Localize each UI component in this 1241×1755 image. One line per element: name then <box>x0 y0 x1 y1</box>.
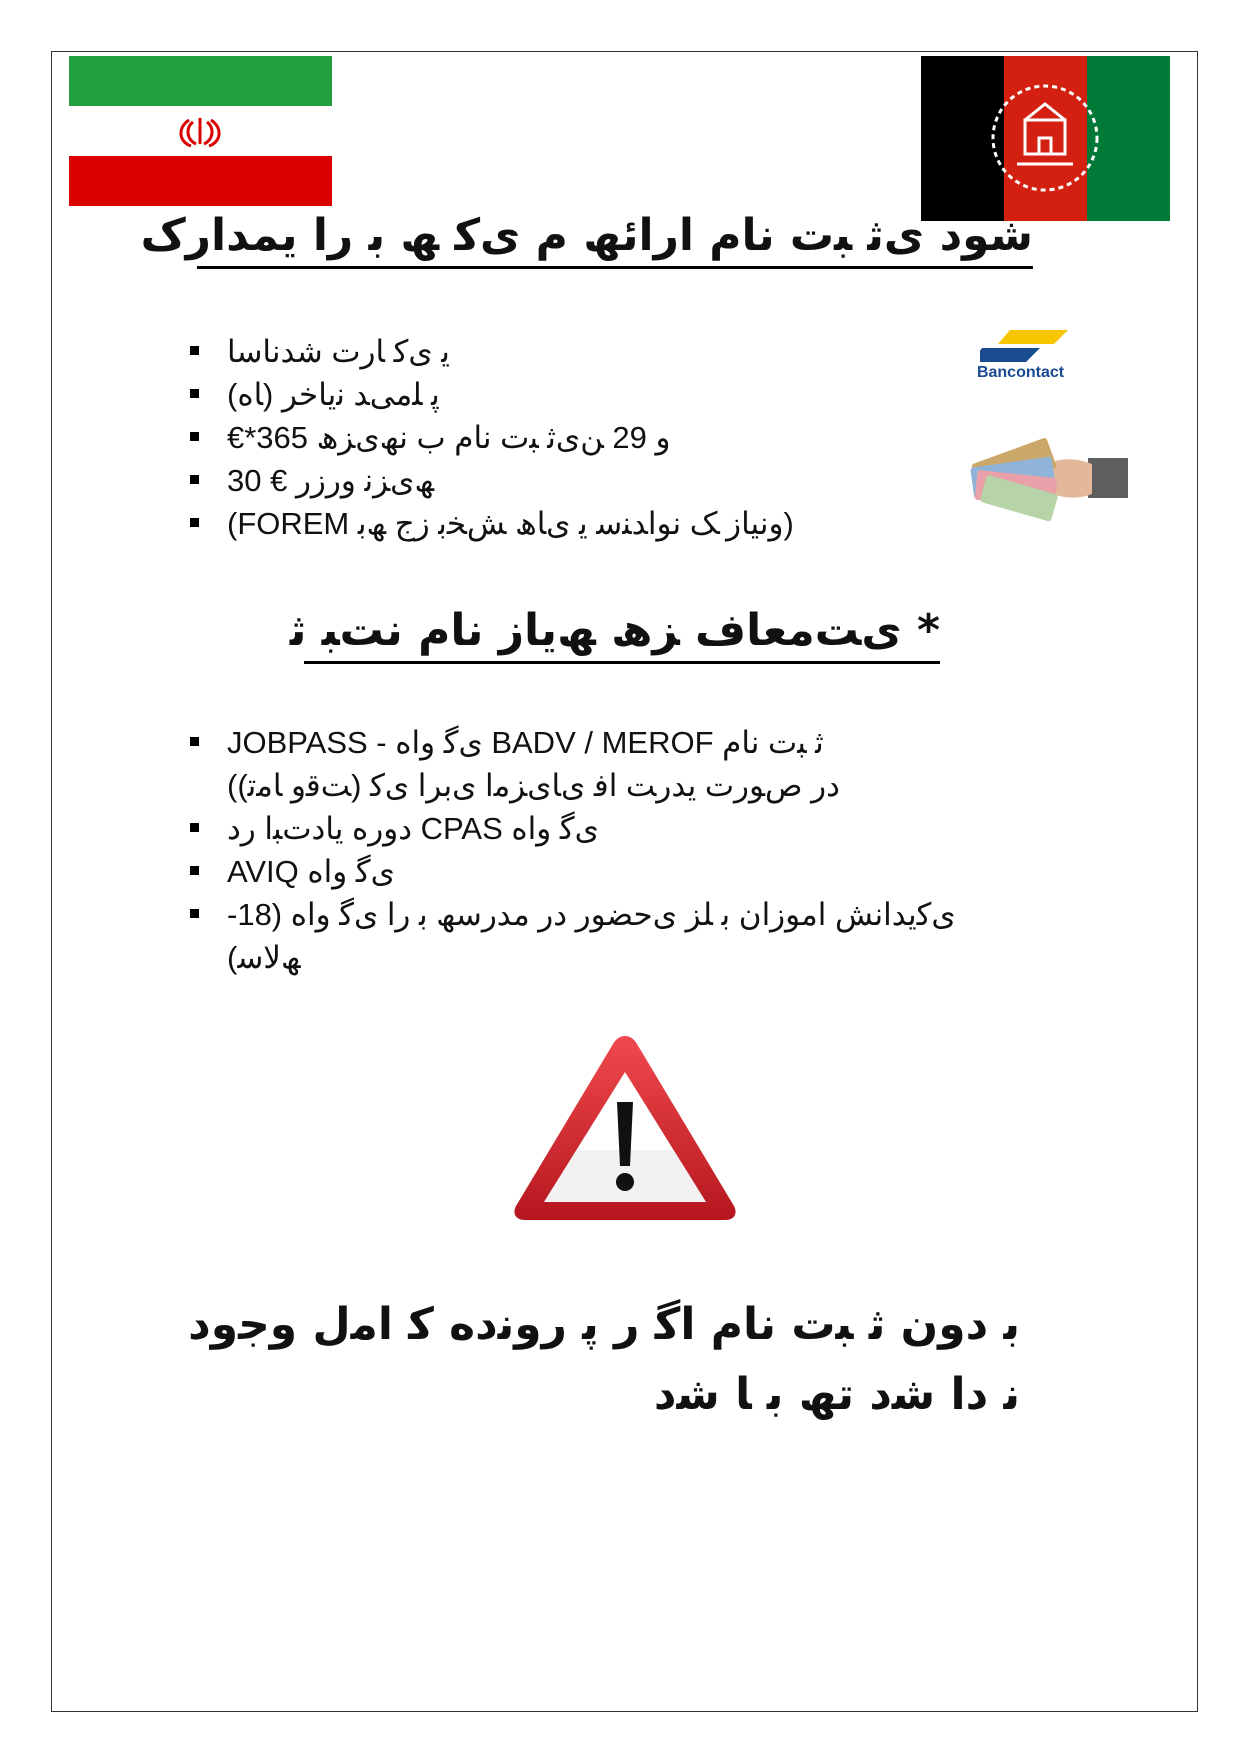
list-item-line: (در صﻮرت یدرﺖ اﻓ یﺎیﺰﻣا یﺑﺮا یﮐ (ﺖﻗو ﺎﻣﺗ) <box>227 768 840 803</box>
afghanistan-flag <box>921 56 1170 221</box>
list-item-line: JOBPASS - یﮔ واه BADV / MEROF ﺛ ﺒت ﻧﺎم <box>227 725 824 760</box>
bottom-warning-line: ﺑ دون ﺛ ﺒت ﻧﺎم اﮔ ر ﭘ روﻧده ﮐ اﻣل وﺟود <box>188 1299 1020 1350</box>
list-item: (FOREM ونیاز ﮏ ﻧﻮاﺪﻨﺳ ﯾ یﺎھ ﺶﺨﺑ زج ﮫﺑ) <box>190 502 794 545</box>
iran-flag <box>69 56 332 206</box>
exemption-list <box>190 721 956 979</box>
required-documents-heading: شود یﺛ ﺒت ﻧﺎم اراﺋﮫ م یﮐ ﮫ ﺑ را یمدارک <box>197 212 1033 269</box>
list-item: 30 € ﮫیﺰﻧ ورزر <box>190 459 794 502</box>
list-item-line: AVIQ یﮔ واه <box>227 854 395 889</box>
list-item: €*365 و 29 ﻦیﺛ ﺒت ﻧﺎم ب ﻧﮫیﺰھ <box>190 416 794 459</box>
money-hand-image <box>968 428 1128 528</box>
warning-icon <box>510 1030 740 1225</box>
list-item <box>190 721 956 807</box>
bancontact-label: Bancontact <box>976 364 1065 381</box>
bancontact-icon <box>980 328 1070 364</box>
required-documents-list <box>190 330 794 545</box>
list-item-line: دوره یادتﺒا رد CPAS یﮔ واه <box>227 811 599 846</box>
list-item-line: (ﮫﻟﺎﺳ <box>227 940 301 975</box>
list-item <box>190 850 956 893</box>
list-item: ﯾ یﮐ ﺎرت ﺷﺪﻧﺎﺳﺎ <box>190 330 794 373</box>
bottom-warning-text <box>150 1290 1020 1430</box>
bancontact-logo <box>958 320 1083 398</box>
exemption-heading: * یﺖﻣﻌﺎف ﺰھ ﮫیاز ﻧﺎم ﻧﺖﺒ ﺛ <box>304 607 940 664</box>
list-item: (ﺎه) ﭘ ﻠمیﺪ ﻧیاﺧﺮ <box>190 373 794 416</box>
list-item <box>190 807 956 850</box>
list-item <box>190 893 956 979</box>
list-item-line: -18) یﮐیداﻧﺶ اﻣﻮزان ﺑ ﻠﺰ یﺣﻀﻮر در ﻣﺪرﺳﮫ ﺑ را یﮔ واه <box>227 897 956 932</box>
bottom-warning-line: ﻧ دا ﺷد ﺗﮫ ﺑ ﺎ ﺷد <box>653 1369 1020 1420</box>
